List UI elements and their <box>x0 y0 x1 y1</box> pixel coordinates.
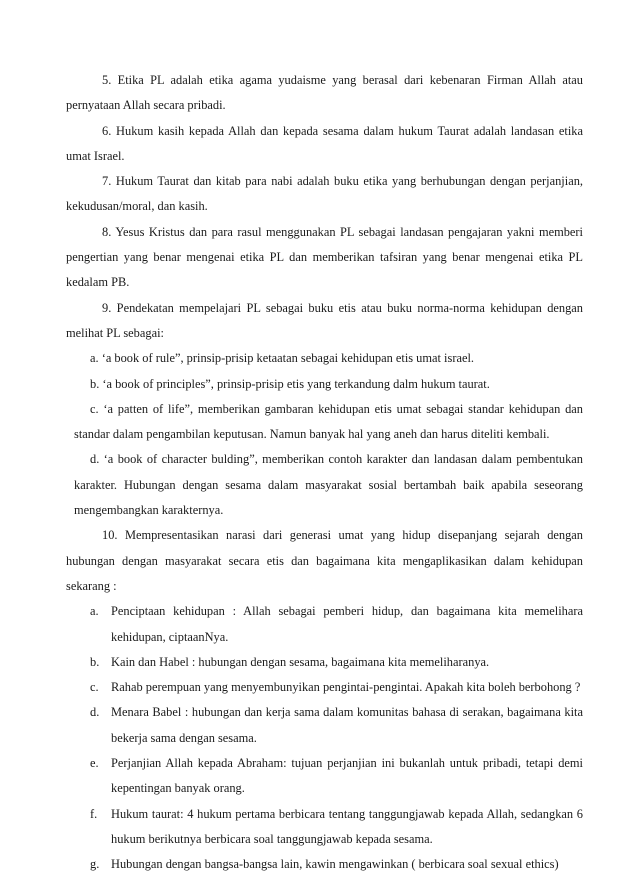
list-item-text: Rahab perempuan yang menyembunyikan pengintai-pengintai. Apakah kita boleh berbohong ? <box>111 680 581 695</box>
list-marker: d. <box>90 705 100 720</box>
list-marker: e. <box>90 756 99 771</box>
list-item <box>66 751 583 802</box>
list-marker: c. <box>90 680 99 695</box>
list-item-text: Hubungan dengan bangsa-bangsa lain, kawin mengawinkan ( berbicara soal sexual ethics) <box>111 857 559 872</box>
list-item-text: Menara Babel : hubungan dan kerja sama dalam komunitas bahasa di serakan, bagaimana kita bekerja sama dengan sesama. <box>111 705 583 745</box>
list-marker: b. <box>90 654 100 669</box>
list-marker: f. <box>90 806 98 821</box>
list-item-text: Kain dan Habel : hubungan dengan sesama, bagaimana kita memeliharanya. <box>111 654 490 669</box>
list-marker: g. <box>90 857 100 872</box>
sub-item-b: b. ‘a book of principles”, prinsip-prisip etis yang terkandung dalm hukum taurat. <box>90 376 490 391</box>
list-marker: a. <box>90 604 99 619</box>
list-item-text: Perjanjian Allah kepada Abraham: tujuan perjanjian ini bukanlah untuk pribadi, tetapi demi kepentingan banyak orang. <box>111 756 583 796</box>
paragraph-5: 5. Etika PL adalah etika agama yudaisme yang berasal dari kebenaran Firman Allah atau pernyataan Allah secara pribadi. <box>66 73 583 113</box>
paragraph-7: 7. Hukum Taurat dan kitab para nabi adalah buku etika yang berhubungan dengan perjanjian, kekudusan/moral, dan kasih. <box>66 174 583 214</box>
list-item <box>66 675 583 700</box>
list-item <box>66 700 583 751</box>
sub-item-d: d. ‘a book of character bulding”, memberikan contoh karakter dan landasan dalam pembentukan karakter. Hubungan dengan sesama dalam masyarakat sosial bertambah baik apabila seseorang mengembangkan karakternya. <box>74 452 583 518</box>
list-item-text: Hukum taurat: 4 hukum pertama berbicara tentang tanggungjawab kepada Allah, sedangkan 6 hukum berikutnya berbicara soal tanggungjawab kepada sesama. <box>111 806 583 846</box>
list-item-text: Penciptaan kehidupan : Allah sebagai pemberi hidup, dan bagaimana kita memelihara kehidupan, ciptaanNya. <box>111 604 583 644</box>
sub-item-c: c. ‘a patten of life”, memberikan gambaran kehidupan etis umat sebagai standar kehidupan dan standar dalam pengambilan keputusan. Namun banyak hal yang aneh dan harus diteliti kembali. <box>74 401 583 442</box>
list-item <box>66 802 583 853</box>
list-item <box>66 852 583 877</box>
narrative-list <box>66 599 583 877</box>
list-item <box>66 599 583 650</box>
paragraph-9: 9. Pendekatan mempelajari PL sebagai buku etis atau buku norma-norma kehidupan dengan melihat PL sebagai: <box>66 300 583 340</box>
sub-item-a: a. ‘a book of rule”, prinsip-prisip ketaatan sebagai kehidupan etis umat israel. <box>90 351 474 366</box>
document-page <box>66 68 583 878</box>
paragraph-6: 6. Hukum kasih kepada Allah dan kepada sesama dalam hukum Taurat adalah landasan etika umat Israel. <box>66 123 583 163</box>
paragraph-8: 8. Yesus Kristus dan para rasul menggunakan PL sebagai landasan pengajaran yakni memberi pengertian yang benar mengenai etika PL dan memberikan tafsiran yang benar mengenai etika PL kedalam PB. <box>66 224 583 290</box>
paragraph-10: 10. Mempresentasikan narasi dari generasi umat yang hidup disepanjang sejarah dengan hubungan dengan masyarakat secara etis dan bagaimana kita mengaplikasikan dalam kehidupan sekarang : <box>66 528 583 593</box>
list-item <box>66 650 583 675</box>
